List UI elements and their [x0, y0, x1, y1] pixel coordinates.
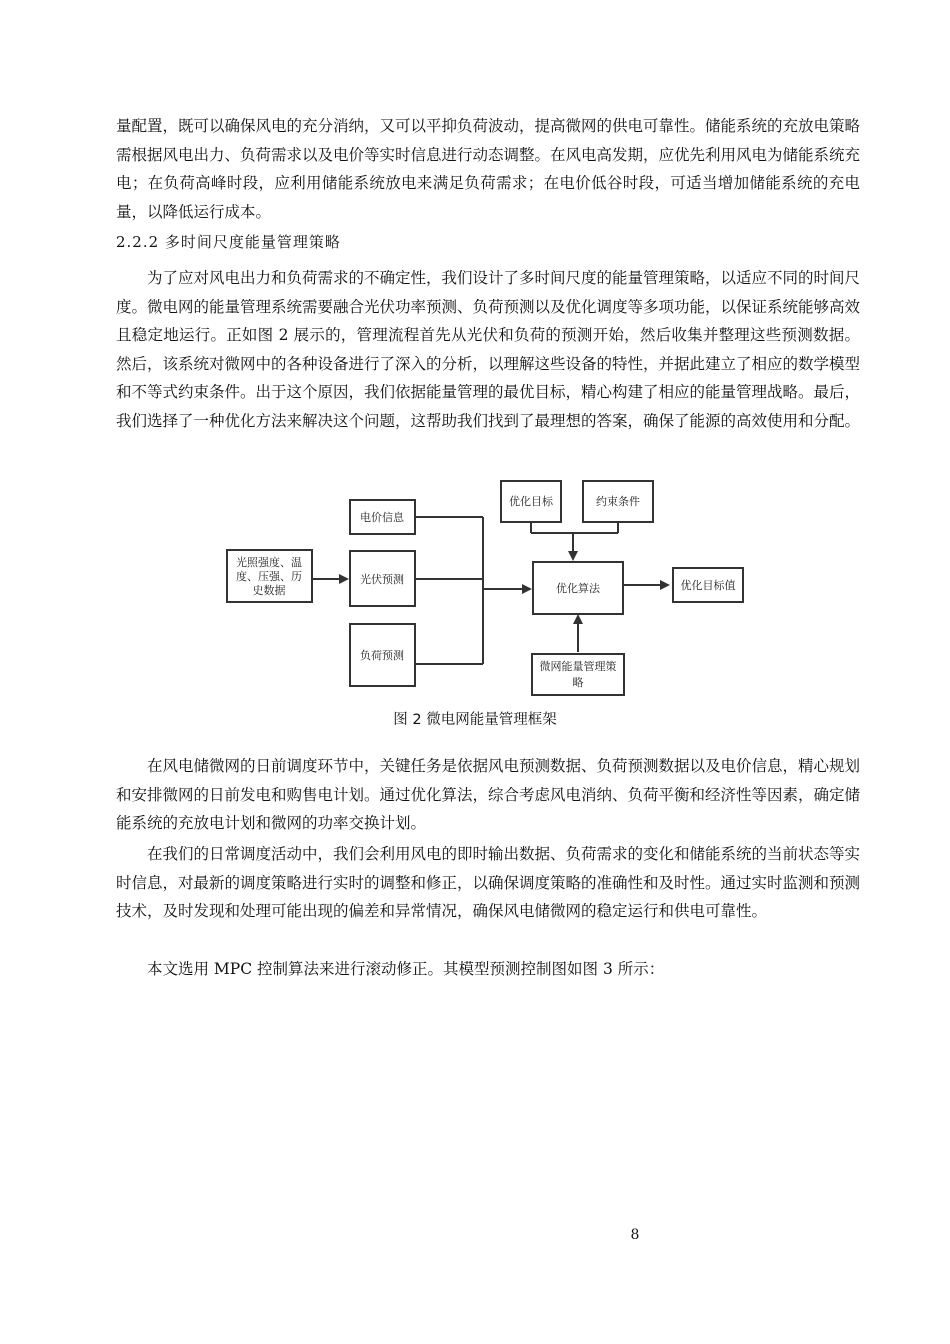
node-optimization-algorithm	[533, 562, 623, 614]
node-env-label-1: 光照强度、温	[236, 556, 302, 569]
paragraph-multi-timescale: 为了应对风电出力和负荷需求的不确定性，我们设计了多时间尺度的能量管理策略，以适应不同的时间尺度。微电网的能量管理系统需要融合光伏功率预测、负荷预测以及优化调度等多项功能，以保证系统能够高效且稳定地运行。正如图 2 展示的，管理流程首先从光伏和负荷的预测开始，然后收集并整理这些预测数据。然后，该系统对微网中的各种设备进行了深入的分析，以理解这些设备的特性，并据此建立了相应的数学模型和不等式约束条件。出于这个原因，我们依据能量管理的最优目标，精心构建了相应的能量管理战略。最后，我们选择了一种优化方法来解决这个问题，这帮助我们找到了最理想的答案，确保了能源的高效使用和分配。	[116, 269, 861, 430]
node-env-label-3: 史数据	[252, 584, 286, 597]
paragraph-real-time: 在我们的日常调度活动中，我们会利用风电的即时输出数据、负荷需求的变化和储能系统的当前状态等实时信息，对最新的调度策略进行实时的调整和修正，以确保调度策略的准确性和及时性。通过实时监测和预测技术，及时发现和处理可能出现的偏差和异常情况，确保风电储微网的稳定运行和供电可靠性。	[116, 845, 861, 921]
page-number: 8	[630, 1227, 640, 1243]
node-algorithm-label: 优化算法	[556, 582, 600, 595]
node-constraints-label: 约束条件	[596, 495, 640, 508]
paragraph-storage-config: 量配置，既可以确保风电的充分消纳，又可以平抑负荷波动，提高微网的供电可靠性。储能系统的充放电策略需根据风电出力、负荷需求以及电价等实时信息进行动态调整。在风电高发期，应优先利用风电为储能系统充电；在负荷高峰时段，应利用储能系统放电来满足负荷需求；在电价低谷时段，可适当增加储能系统的充电量，以降低运行成本。	[116, 117, 861, 221]
node-strategy-label-2: 略	[572, 676, 584, 689]
node-load-label: 负荷预测	[360, 649, 404, 662]
paragraph-mpc: 本文选用 MPC 控制算法来进行滚动修正。其模型预测控制图如图 3 所示：	[147, 960, 665, 978]
node-objective-value	[673, 568, 743, 602]
paragraph-day-ahead: 在风电储微网的日前调度环节中，关键任务是依据风电预测数据、负荷预测数据以及电价信息，精心规划和安排微网的日前发电和购售电计划。通过优化算法，综合考虑风电消纳、负荷平衡和经济性等因素，确定储能系统的充放电计划和微网的功率交换计划。	[116, 757, 861, 833]
section-heading-2-2-2: 2.2.2 多时间尺度能量管理策略	[116, 233, 341, 251]
node-strategy-label-1: 微网能量管理策	[539, 660, 617, 673]
node-load-forecast	[350, 624, 415, 686]
node-result-label: 优化目标值	[680, 579, 736, 592]
node-pv-forecast	[350, 551, 415, 606]
node-energy-strategy	[532, 654, 624, 695]
node-objective	[501, 481, 561, 522]
node-environment-data	[227, 550, 312, 602]
figure-caption: 图 2 微电网能量管理框架	[393, 712, 557, 728]
node-price-label: 电价信息	[360, 511, 404, 524]
node-constraints	[583, 481, 653, 522]
node-pv-label: 光伏预测	[360, 573, 404, 586]
node-objective-label: 优化目标	[509, 495, 553, 508]
node-env-label-2: 度、压强、历	[236, 570, 302, 583]
node-price	[350, 500, 415, 534]
